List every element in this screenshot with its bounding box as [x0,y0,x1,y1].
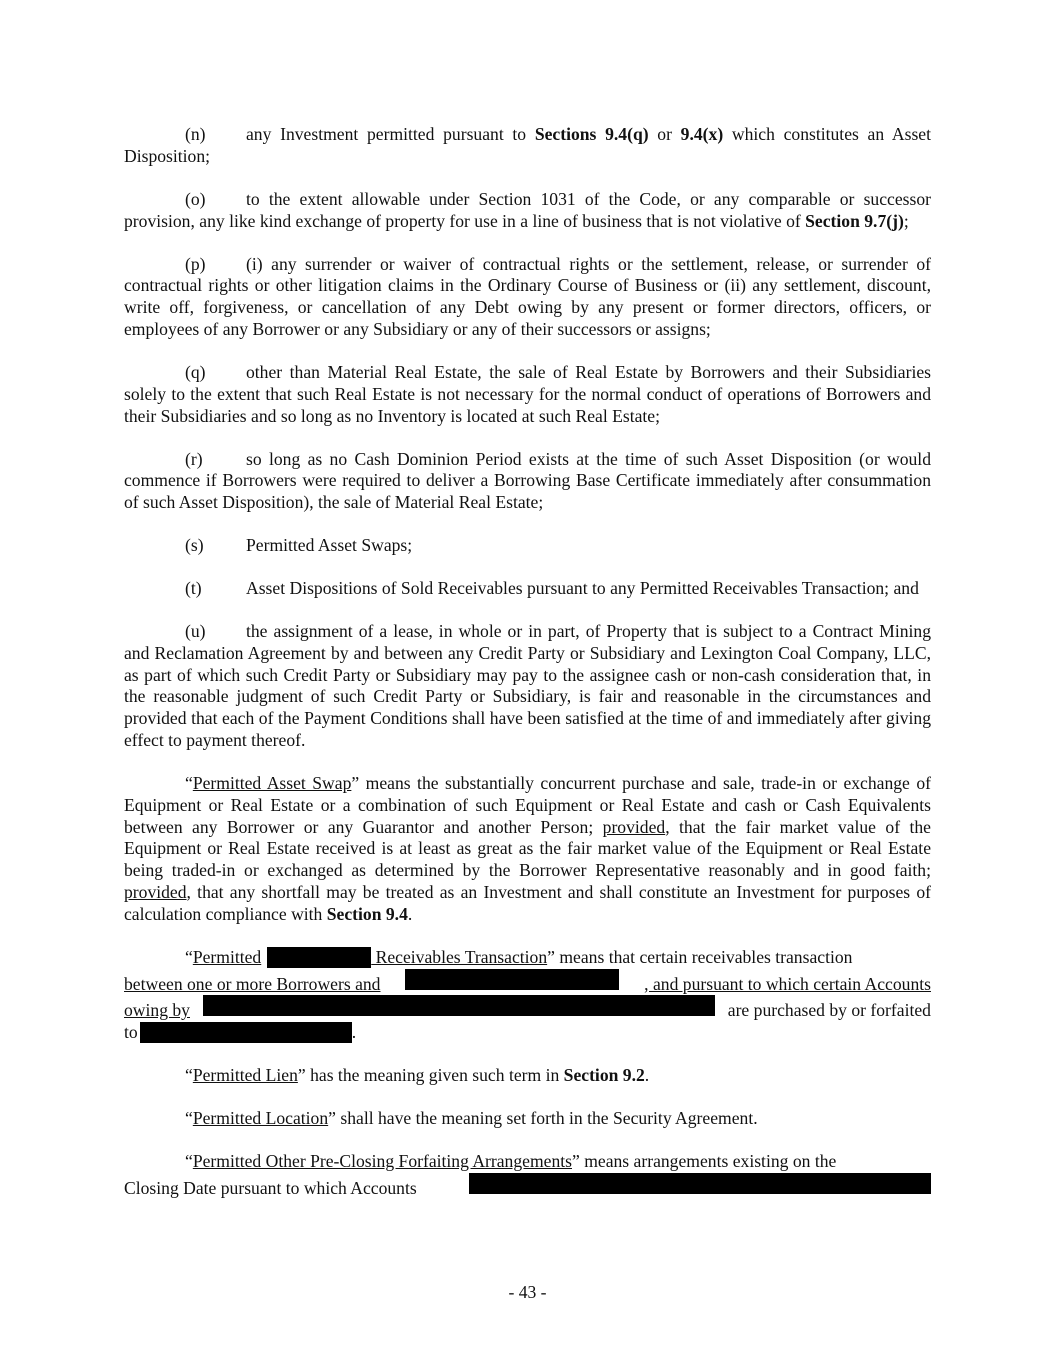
defined-term: Permitted Other Pre-Closing Forfaiting Arrangements [192,1151,572,1172]
clause-marker: (o) [185,188,206,209]
clause-marker: (r) [185,448,203,469]
redaction-block [140,1022,352,1043]
clause-t: (t) Asset Dispositions of Sold Receivables pursuant to any Permitted Receivables Transaction; and [185,578,919,599]
redaction-block [203,995,715,1016]
clause-p: (p) (i) any surrender or waiver of contractual rights or the settlement, release, or surrender of contractual rights or other litigation claims in the Ordinary Course of Business or (ii) any settlement, discount, write off, forgiveness, or cancellation of any Debt owing by any present or former directors, officers, or employees of any Borrower or any Subsidiary or any of their successors or assigns; [124,253,931,339]
defined-term: Permitted Asset Swap [192,773,352,794]
definition-permitted-lien: “Permitted Lien” has the meaning given such term in Section 9.2. [185,1065,650,1086]
redaction-block [405,969,619,990]
clause-n: (n) any Investment permitted pursuant to Sections 9.4(q) or 9.4(x) which constitutes an Asset Disposition; [124,124,931,166]
clause-o: (o) to the extent allowable under Section 1031 of the Code, or any comparable or successor provision, any like kind exchange of property for use in a line of business that is not violative of Section 9.7(j); [124,188,931,231]
definition-permitted-other-pre-closing-forfaiting: “Permitted Other Pre-Closing Forfaiting Arrangements” means arrangements existing on the Closing Date pursuant to which Accounts [124,1151,931,1200]
definition-permitted-asset-swap: “Permitted Asset Swap” means the substantially concurrent purchase and sale, trade-in or exchange of Equipment or Real Estate or a combination of such Equipment or Real Estate and cash or Cash Equivalents between any Borrower or any Guarantor and another Person; provided, that the fair market value of the Equipment or Real Estate received is at least as great as the fair market value of the Equipment or Real Estate being traded-in or exchanged as determined by the Borrower Representative reasonably and in good faith; provided, that any shortfall may be treated as an Investment and shall constitute an Investment for purposes of calculation compliance with Section 9.4. [124,773,931,924]
clause-u: (u) the assignment of a lease, in whole or in part, of Property that is subject to a Contract Mining and Reclamation Agreement by and between any Credit Party or Subsidiary and Lexington Coal Company, LLC, as part of which such Credit Party or Subsidiary may pay to the assignee cash or non-cash consideration that, in the reasonable judgment of such Credit Party or Subsidiary, is fair and reasonable in the circumstances and provided that each of the Payment Conditions shall have been satisfied at the time of and immediately after giving effect to payment thereof. [124,621,931,751]
clause-marker: (s) [185,535,204,556]
redaction-block [469,1173,931,1194]
clause-marker: (u) [185,621,206,642]
defined-term: Permitted [192,946,262,967]
page-number: - 43 - [508,1282,547,1302]
definition-permitted-location: “Permitted Location” shall have the meaning set forth in the Security Agreement. [185,1108,758,1129]
clause-r: (r) so long as no Cash Dominion Period exists at the time of such Asset Disposition (or would commence if Borrowers were required to deliver a Borrowing Base Certificate immediately after consummation of such Asset Disposition), the sale of Material Real Estate; [124,448,931,513]
document-page [124,124,931,1221]
clause-s: (s) Permitted Asset Swaps; [185,535,413,556]
redaction-block [267,947,371,968]
clause-q: (q) other than Material Real Estate, the sale of Real Estate by Borrowers and their Subsidiaries solely to the extent that such Real Estate is not necessary for the normal conduct of operations of Borrowers and their Subsidiaries and so long as no Inventory is located at such Real Estate; [124,361,931,426]
clause-marker: (n) [185,124,206,144]
definition-permitted-receivables-transaction: “Permitted Receivables Transaction” means that certain receivables transaction between one or more Borrowers and , and pursuant to which certain Accounts owing by are purchased by or forfaited to . [124,946,931,1043]
clause-marker: (p) [185,253,206,274]
clause-marker: (q) [185,361,206,382]
defined-term: Permitted Location [192,1108,329,1129]
defined-term: Permitted Lien [192,1065,298,1086]
clause-marker: (t) [185,578,202,599]
